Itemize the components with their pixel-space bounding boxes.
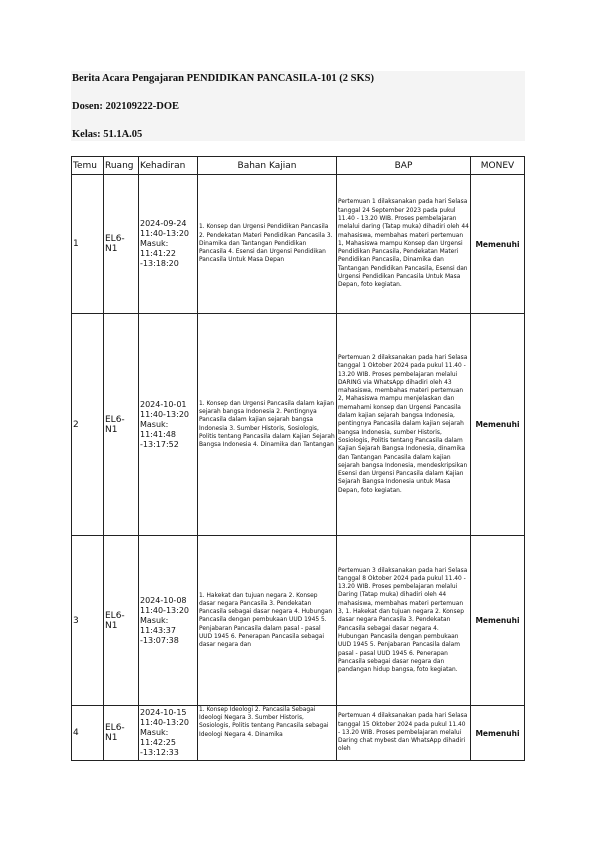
column-header-monev: MONEV [471, 157, 525, 175]
attendance-schedule: 11:40-13:20 [140, 718, 189, 727]
document-title: Berita Acara Pengajaran PENDIDIKAN PANCASILA-101 (2 SKS) [72, 73, 374, 84]
table-header-row [72, 157, 525, 175]
cell-monev: Memenuhi [471, 536, 525, 706]
table-row [72, 314, 525, 536]
cell-bap: Pertemuan 3 dilaksanakan pada hari Selasa tanggal 8 Oktober 2024 pada pukul 11.40 - 13.20 WIB. Proses pembelajaran melalui Daring (Tatap muka) dihadiri oleh 44 mahasiswa, membahas materi pertemuan 3, 1. Hakekat dan tujuan negara 2. Konsep dasar negara Pancasila 3. Pendekatan Pancasila sebagai dasar negara 4. Hubungan Pancasila dengan pembukaan UUD 1945 5. Penjabaran Pancasila dalam pasal - pasal UUD 1945 6. Penerapan Pancasila sebagai dasar negara dan pandangan hidup bangsa, foto kegiatan. [337, 536, 471, 706]
attendance-checkin: Masuk: 11:42:25 [140, 728, 176, 747]
attendance-schedule: 11:40-13:20 [140, 409, 189, 419]
cell-ruang: EL6-N1 [104, 175, 139, 314]
cell-monev: Memenuhi [471, 706, 525, 761]
column-header-bahan-kajian: Bahan Kajian [198, 157, 337, 175]
column-header-temu: Temu [72, 157, 104, 175]
attendance-checkout: -13:18:20 [140, 259, 179, 268]
class-line: Kelas: 51.1A.05 [72, 129, 143, 140]
teaching-report-table [71, 156, 525, 761]
cell-bahan-kajian: 1. Konsep dan Urgensi Pancasila dalam kajian sejarah bangsa Indonesia 2. Pentingnya Pancasila dalam kajian sejarah bangsa Indonesia 3. Sumber Historis, Sosiologis, Politis tentang Pancasila dalam Kajian Sejarah Bangsa Indonesia 4. Dinamika dan Tantangan [198, 314, 337, 536]
cell-kehadiran [139, 706, 198, 761]
table-row [72, 536, 525, 706]
table-row [72, 706, 525, 761]
attendance-schedule: 11:40-13:20 [140, 605, 189, 615]
attendance-checkout: -13:07:38 [140, 635, 179, 645]
attendance-checkout: -13:17:52 [140, 439, 179, 449]
attendance-date: 2024-10-01 [140, 399, 187, 409]
column-header-bap: BAP [337, 157, 471, 175]
attendance-checkin: Masuk: 11:43:37 [140, 615, 176, 635]
cell-kehadiran [139, 314, 198, 536]
cell-temu: 1 [72, 175, 104, 314]
cell-bahan-kajian: 1. Konsep Ideologi 2. Pancasila Sebagai Ideologi Negara 3. Sumber Historis, Sosiologis, Politis tentang Pancasila sebagai Ideologi Negara 4. Dinamika [198, 706, 337, 761]
attendance-date: 2024-10-15 [140, 708, 187, 717]
cell-bahan-kajian: 1. Hakekat dan tujuan negara 2. Konsep dasar negara Pancasila 3. Pendekatan Pancasila sebagai dasar negara 4. Hubungan Pancasila dengan pembukaan UUD 1945 5. Penjabaran Pancasila dalam pasal - pasal UUD 1945 6. Penerapan Pancasila sebagai dasar negara dan [198, 536, 337, 706]
column-header-kehadiran: Kehadiran [139, 157, 198, 175]
attendance-date: 2024-09-24 [140, 219, 187, 228]
cell-ruang: EL6-N1 [104, 314, 139, 536]
cell-kehadiran [139, 536, 198, 706]
table-row [72, 175, 525, 314]
cell-temu: 3 [72, 536, 104, 706]
cell-ruang: EL6-N1 [104, 536, 139, 706]
cell-bap: Pertemuan 2 dilaksanakan pada hari Selasa tanggal 1 Oktober 2024 pada pukul 11.40 - 13.20 WIB. Proses pembelajaran melalui DARING via WhatsApp dihadiri oleh 43 mahasiswa, membahas materi pertemuan 2, Mahasiswa mampu menjelaskan dan memahami konsep dan Urgensi Pancasila dalam kajian sejarah bangsa Indonesia, pentingnya Pancasila dalam kajian sejarah bangsa Indonesia, sumber Historis, Sosiologis, Politis tentang Pancasila dalam Kajian Sejarah Bangsa Indonesia, dinamika dan Tantangan Pancasila dalam kajian sejarah bangsa Indonesia, mendeskripsikan Esensi dan Urgensi Pancasila dalam Kajian Sejarah Bangsa Indonesia untuk Masa Depan, foto kegiatan. [337, 314, 471, 536]
attendance-checkin: Masuk: 11:41:48 [140, 419, 176, 439]
cell-kehadiran [139, 175, 198, 314]
cell-monev: Memenuhi [471, 314, 525, 536]
cell-monev: Memenuhi [471, 175, 525, 314]
lecturer-line: Dosen: 202109222-DOE [72, 101, 180, 112]
cell-bap: Pertemuan 4 dilaksanakan pada hari Selasa tanggal 15 Oktober 2024 pada pukul 11.40 - 13.20 WIB. Proses pembelajaran melalui Daring chat mybest dan WhatsApp dihadiri oleh [337, 706, 471, 761]
column-header-ruang: Ruang [104, 157, 139, 175]
cell-bahan-kajian: 1. Konsep dan Urgensi Pendidikan Pancasila 2. Pendekatan Materi Pendidikan Pancasila 3. Dinamika dan Tantangan Pendidikan Pancasila 4. Esensi dan Urgensi Pendidikan Pancasila Untuk Masa Depan [198, 175, 337, 314]
attendance-checkin: Masuk: 11:41:22 [140, 239, 176, 258]
cell-ruang: EL6-N1 [104, 706, 139, 761]
cell-temu: 4 [72, 706, 104, 761]
attendance-date: 2024-10-08 [140, 595, 187, 605]
cell-bap: Pertemuan 1 dilaksanakan pada hari Selasa tanggal 24 September 2023 pada pukul 11.40 - 13.20 WIB. Proses pembelajaran melalui daring (Tatap muka) dihadiri oleh 44 mahasiswa, membahas materi pertemuan 1, Mahasiswa mampu Konsep dan Urgensi Pendidikan Pancasila, Pendekatan Materi Pendidikan Pancasila, Dinamika dan Tantangan Pendidikan Pancasila, Esensi dan Urgensi Pendidikan Pancasila Untuk Masa Depan, foto kegiatan. [337, 175, 471, 314]
attendance-checkout: -13:12:33 [140, 748, 179, 757]
attendance-schedule: 11:40-13:20 [140, 229, 189, 238]
cell-temu: 2 [72, 314, 104, 536]
